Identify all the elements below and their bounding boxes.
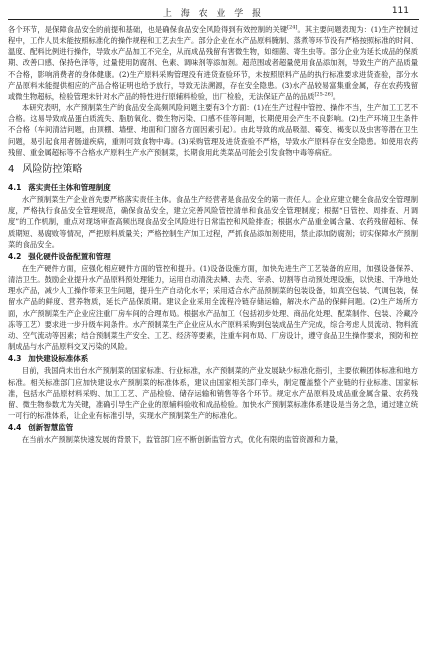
subsection-number: 4.1 — [8, 182, 22, 192]
running-header — [0, 0, 427, 22]
subsection-title: 加快建设标准体系 — [28, 354, 89, 364]
paragraph-smart-supervision: 在当前水产预制菜快速发展的背景下，监管部门应不断创新监管方式，优化有限的监管资源和力量， — [21, 435, 343, 445]
subsection-title: 创新智慧监管 — [28, 423, 74, 433]
subsection-heading-4-2 — [8, 251, 418, 262]
subsection-heading-4-1 — [8, 182, 418, 193]
journal-title: 上 海 农 业 学 报 — [162, 9, 265, 19]
subsection-title: 落实责任主体和管理制度 — [28, 182, 111, 192]
header-rule — [8, 19, 419, 20]
paragraph-high-frequency-risks: 本研究表明，水产预制菜生产的食品安全高频风险问题主要有3个方面：(1)在生产过程中管控、操作不当，生产加工工艺不合格。这易导致成品蛋白质流失、脂肪氧化、微生物污染、口感不佳等问题，长期使用会产生不良影响。(2)生产环境卫生条件不合格（车间清洁问题，由顶棚、墙壁、地面和门窗各方面因素引起）。由此导致的成品吸湿、霉变、褐变以及虫害等潜在卫生问题，易引起食用者肠道疾病，重则可致食物中毒。(3)采购管理及进货查验不严格，导致水产原料存在安全隐患。如使用农药残留、重金属超标等不合格水产原料生产水产预制菜，长期食用此类菜品可能会引发食物中毒等病症。 — [8, 103, 418, 157]
section-heading-4 — [8, 163, 418, 177]
paragraph-text: 。其主要问题表现为：(1)生产控制过程中，工作人员未能按照标准化的操作规程和工艺去生产。部分企业在水产品原料腌制、蒸煮等环节没有严格按照标准的时间、温度、配料比例进行操作，导致水产品加工不完全，从而成品残留有害微生物，如细菌、寄生虫等。部分企业为延长成品的保质期、改善口感、保持色泽等，过量使用防腐剂、色素、调味剂等添加剂。超范围或者超量使用食品添加剂，导致生产的产品质量不合格，影响消费者的身体健康。(2)生产原料采购管理没有进货查验环节，未按照原料产品的执行标准要求进货查验，部分水产品原料未能提供相应的产品合格证明也给予放行，导致无法溯源，存在安全隐患。(3)水产品较易富集重金属，存在农药残留或微生物超标，检验管理未针对水产品的特性进行原辅料检验，出厂检验，无法保证产品的品质 — [8, 25, 418, 101]
citation-ref: [25-26] — [314, 91, 333, 98]
subsection-title: 强化硬件设备配置和管理 — [28, 251, 111, 261]
paragraph-standards: 目前，我国尚未出台水产预制菜的国家标准、行业标准，水产预制菜的产业发展缺少标准化指引，主要依赖团体标准和地方标准。相关标准部门应加快建设水产预制菜的标准体系，建议由国家相关部门牵头，制定覆盖整个产业链的行业标准、国家标准，包括水产品原材料采购、加工工艺、产品检验、储存运输和销售等各个环节。规定水产品原料及成品重金属含量、农药残留、微生物参数尤为关键，准确引导生产企业的原辅料验收和成品检验。加快水产预制菜标准体系建设是当务之急，通过建立统一可行的标准体系，让企业有标准引导，实现水产预制菜生产的标准化。 — [8, 366, 418, 420]
subsection-heading-4-4 — [8, 422, 418, 433]
section-number: 4 — [8, 163, 15, 175]
subsection-number: 4.2 — [8, 251, 22, 261]
paragraph-text: 。 — [332, 91, 341, 101]
subsection-heading-4-3 — [8, 353, 418, 364]
paragraph-hardware: 在生产硬件方面，应强化相应硬件方面的管控和提升。(1)设备设施方面，加快先进生产工艺装备的应用，加强设备保养、清洁卫生。鼓励企业提升水产品原料预处理能力，运用自动清洗去鳞、去壳、宰杀、切割等自动预处理设施，以快速、干净地处理水产品，减少人工操作带来卫生问题，提升生产自动化水平；采用适合水产品预制菜的包装设备，如真空包装、气调包装，保留水产品的鲜度、营养物质，延长产品保质期。建议企业采用全流程冷链存储运输，解决水产品的保鲜问题。(2)生产场所方面，水产预制菜生产企业应注重厂房车间的合理布局。根据水产品加工（包括初步处理、商品化处理、配菜制作、包装、冷藏冷冻等工艺）要求进一步升级车间条件。水产预制菜生产企业应从水产原料采购到包装成品生产完成，综合考虑人员流动、物料流动、空气流动等因素；结合预制菜生产安全、工艺、经济等要素，注重车间布局、厂房设计，遵守食品卫生操作要求，预防和控制成品与水产品原料交叉污染的风险。 — [8, 263, 418, 352]
subsection-number: 4.4 — [8, 423, 22, 433]
section-title: 风险防控策略 — [22, 163, 83, 175]
subsection-number: 4.3 — [8, 354, 22, 364]
page-number: 111 — [391, 6, 409, 16]
citation-ref: [24] — [287, 24, 298, 31]
paragraph-text: 各个环节，是保障食品安全的前提和基础，也是确保食品安全风险得到有效控制的关键 — [8, 25, 288, 34]
article-body — [8, 24, 418, 445]
paragraph-production-control — [8, 24, 418, 102]
paragraph-responsibility: 水产预制菜生产企业首先要严格落实责任主体。食品生产经营者是食品安全的第一责任人。企业应建立健全食品安全管理制度，严格执行食品安全管理规范，确保食品安全，建立完善风险管控清单和食品安全管理制度；根据“日管控、周排查、月调度”的工作机制，重点对现场审查高频出现食品安全风险进行日常监控和风险排查；根据水产品重金属含量、农药残留超标、保质期短、易腐败等情况，严把原料质量关；严格控制生产加工过程，严抓食品添加剂使用，禁止添加防腐剂；切实保障水产预制菜的食品安全。 — [8, 195, 418, 249]
